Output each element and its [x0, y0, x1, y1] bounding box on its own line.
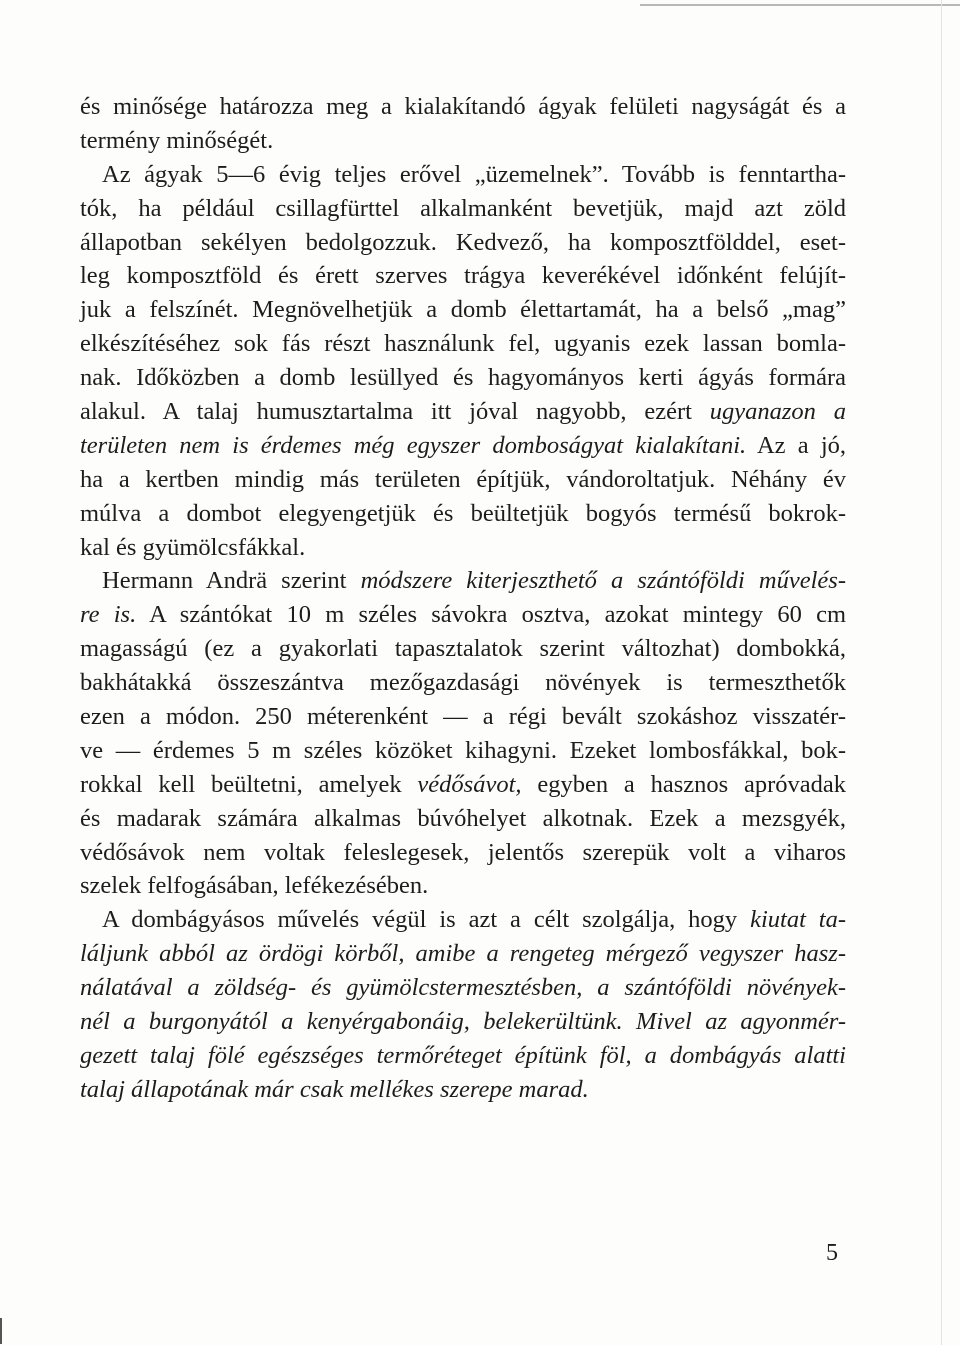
text-segment: Hermann Andrä szerint — [102, 567, 361, 595]
text-segment: tók, ha például csillagfürttel alkalmanként bevetjük, majd azt zöld — [80, 194, 846, 222]
text-segment: leg komposztföld és érett szerves trágya keverékével időnként felújít- — [80, 262, 846, 290]
text-segment: A dombágyásos művelés végül is azt a célt szolgálja, hogy — [102, 906, 751, 934]
text-segment: ve — érdemes 5 m széles közöket kihagyni. Ezeket lombosfákkal, bok- — [80, 736, 846, 764]
text-segment: egyben a hasznos apróvadak — [521, 770, 846, 798]
text-line — [80, 158, 846, 192]
margin-mark — [0, 1318, 2, 1344]
text-segment: múlva a dombot elegyengetjük és beültetjük bogyós termésű bokrok- — [80, 499, 846, 527]
text-segment: nak. Időközben a domb lesüllyed és hagyományos kerti ágyás formára — [80, 364, 846, 392]
text-line — [80, 802, 846, 836]
text-line — [80, 259, 846, 293]
italic-text: nálatával a zöldség- és gyümölcstermesztésben, a szántóföldi növények- — [80, 974, 846, 1002]
text-segment: elkészítéséhez sok fás részt használunk fel, ugyanis ezek lassan bomla- — [80, 330, 846, 358]
text-line — [80, 971, 846, 1005]
italic-text: kiutat ta- — [750, 906, 846, 934]
text-line — [80, 666, 846, 700]
text-line — [80, 429, 846, 463]
text-line — [80, 1039, 846, 1073]
text-line — [80, 361, 846, 395]
text-segment: A szántókat 10 m széles sávokra osztva, azokat mintegy 60 cm — [136, 601, 846, 629]
text-segment: ha a kertben mindig más területen építjük, vándoroltatjuk. Néhány év — [80, 465, 846, 493]
text-line — [80, 124, 846, 158]
text-line — [80, 734, 846, 768]
italic-text: re is. — [80, 601, 137, 629]
italic-text: nél a burgonyától a kenyérgabonáig, belekerültünk. Mivel az agyonmér- — [80, 1008, 846, 1036]
text-line — [80, 564, 846, 598]
text-line — [80, 497, 846, 531]
text-segment: juk a felszínét. Megnövelhetjük a domb élettartamát, ha a belső „mag” — [80, 296, 846, 324]
text-line — [80, 226, 846, 260]
italic-text: talaj állapotának már csak mellékes szerepe marad. — [80, 1075, 589, 1103]
text-segment: ezen a módon. 250 méterenként — a régi bevált szokáshoz visszatér- — [80, 703, 846, 731]
text-segment: kal és gyümölcsfákkal. — [80, 533, 306, 561]
text-line — [80, 1073, 846, 1107]
italic-text: ugyanazon a — [709, 398, 846, 426]
text-segment: védősávok nem voltak feleslegesek, jelentős szerepük volt a viharos — [80, 838, 846, 866]
page-edge-shadow — [941, 0, 942, 1345]
text-segment: rokkal kell beültetni, amelyek — [80, 770, 418, 798]
text-line — [80, 836, 846, 870]
text-line — [80, 90, 846, 124]
page-number: 5 — [826, 1240, 838, 1266]
text-line — [80, 293, 846, 327]
text-segment: és madarak számára alkalmas búvóhelyet alkotnak. Ezek a mezsgyék, — [80, 804, 846, 832]
body-text — [80, 90, 846, 1107]
text-segment: termény minőségét. — [80, 126, 274, 154]
text-segment: Az ágyak 5—6 évig teljes erővel „üzemelnek”. Tovább is fenntartha- — [102, 160, 846, 188]
text-line — [80, 700, 846, 734]
italic-text: védősávot, — [417, 770, 522, 798]
text-line — [80, 937, 846, 971]
text-line — [80, 192, 846, 226]
text-line — [80, 768, 846, 802]
text-line — [80, 869, 846, 903]
text-line — [80, 327, 846, 361]
text-segment: alakul. A talaj humusztartalma itt jóval nagyobb, ezért — [80, 398, 710, 426]
text-line — [80, 1005, 846, 1039]
text-line — [80, 903, 846, 937]
text-segment: magasságú (ez a gyakorlati tapasztalatok szerint változhat) dombokká, — [80, 635, 846, 663]
italic-text: láljunk abból az ördögi körből, amibe a rengeteg mérgező vegyszer hasz- — [80, 940, 846, 968]
text-segment: és minősége határozza meg a kialakítandó ágyak felületi nagyságát és a — [80, 93, 846, 120]
italic-text: módszere kiterjeszthető a szántóföldi művelés- — [360, 567, 846, 595]
text-line — [80, 598, 846, 632]
text-line — [80, 395, 846, 429]
text-line — [80, 463, 846, 497]
italic-text: területen nem is érdemes még egyszer domboságyat kialakítani. — [80, 431, 747, 459]
text-line — [80, 531, 846, 565]
text-segment: szelek felfogásában, lefékezésében. — [80, 872, 429, 900]
text-segment: Az a jó, — [746, 431, 846, 459]
italic-text: gezett talaj fölé egészséges termőréteget építünk föl, a dombágyás alatti — [80, 1041, 846, 1069]
text-segment: bakhátakká összeszántva mezőgazdasági növények is termeszthetők — [80, 669, 846, 697]
text-segment: állapotban sekélyen bedolgozzuk. Kedvező, ha komposztfölddel, eset- — [80, 228, 846, 256]
text-line — [80, 632, 846, 666]
top-edge-rule — [640, 4, 960, 6]
